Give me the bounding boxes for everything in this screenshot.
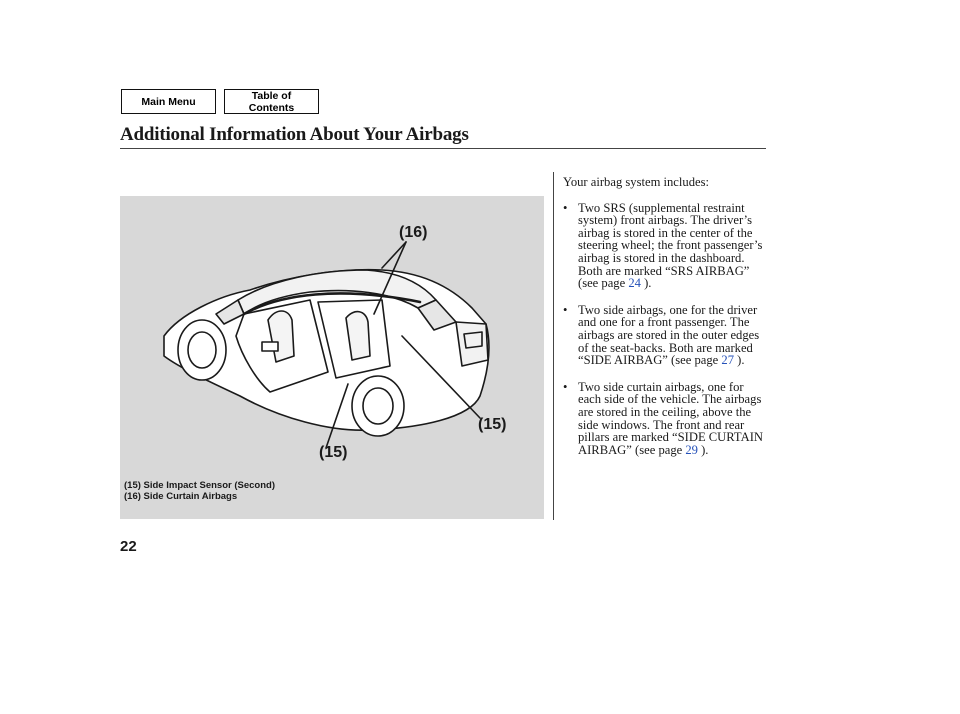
list-item: [563, 304, 768, 367]
legend-item-16: (16) Side Curtain Airbags: [124, 491, 238, 502]
list-item: [563, 381, 768, 457]
figure-legend: [124, 480, 275, 502]
bullet-text: Two side curtain airbags, one for each side of the vehicle. The airbags are stored in the ceiling, above the side windows. The front and rear pillars are marked “SIDE CURTAIN AIRBAG” (see page: [578, 379, 763, 457]
bullet-suffix: ).: [697, 442, 709, 457]
page-number: 22: [120, 538, 137, 555]
side-impact-sensor: [262, 342, 278, 351]
leader-16-b: [382, 242, 406, 268]
intro-text: Your airbag system includes:: [563, 175, 709, 189]
page-title: Additional Information About Your Airbags: [120, 124, 469, 145]
front-wheel: [178, 320, 226, 380]
bullet-text: Two SRS (supplemental restraint system) front airbags. The driver’s airbag is stored in the center of the steering wheel; the front passenger’s airbag is stored in the dashboard. Both are marked “SRS AIRBAG” (see page: [578, 200, 763, 291]
car-cutaway-drawing: [120, 196, 544, 519]
airbag-description: [563, 176, 768, 470]
callout-16-label: (16): [399, 224, 428, 241]
main-menu-button[interactable]: Main Menu: [121, 89, 216, 114]
table-of-contents-button[interactable]: Table of Contents: [224, 89, 319, 114]
callout-15-label: (15): [319, 444, 348, 461]
page-link-24[interactable]: 24: [628, 276, 641, 291]
airbag-illustration: [120, 196, 544, 519]
title-divider: [120, 148, 766, 149]
car-tail: [456, 322, 488, 366]
list-item: [563, 202, 768, 290]
bullet-text: Two side airbags, one for the driver and one for a front passenger. The airbags are stored in the outer edges of the seat-backs. Both are marked “SIDE AIRBAG” (see page: [578, 302, 760, 368]
legend-item-15: (15) Side Impact Sensor (Second): [124, 480, 275, 491]
bullet-suffix: ).: [640, 276, 652, 291]
callout-15-label: (15): [478, 416, 507, 433]
page-link-27[interactable]: 27: [721, 353, 734, 368]
bullet-suffix: ).: [733, 353, 745, 368]
column-divider: [553, 172, 554, 520]
page-link-29[interactable]: 29: [685, 442, 698, 457]
rear-wheel: [352, 376, 404, 436]
